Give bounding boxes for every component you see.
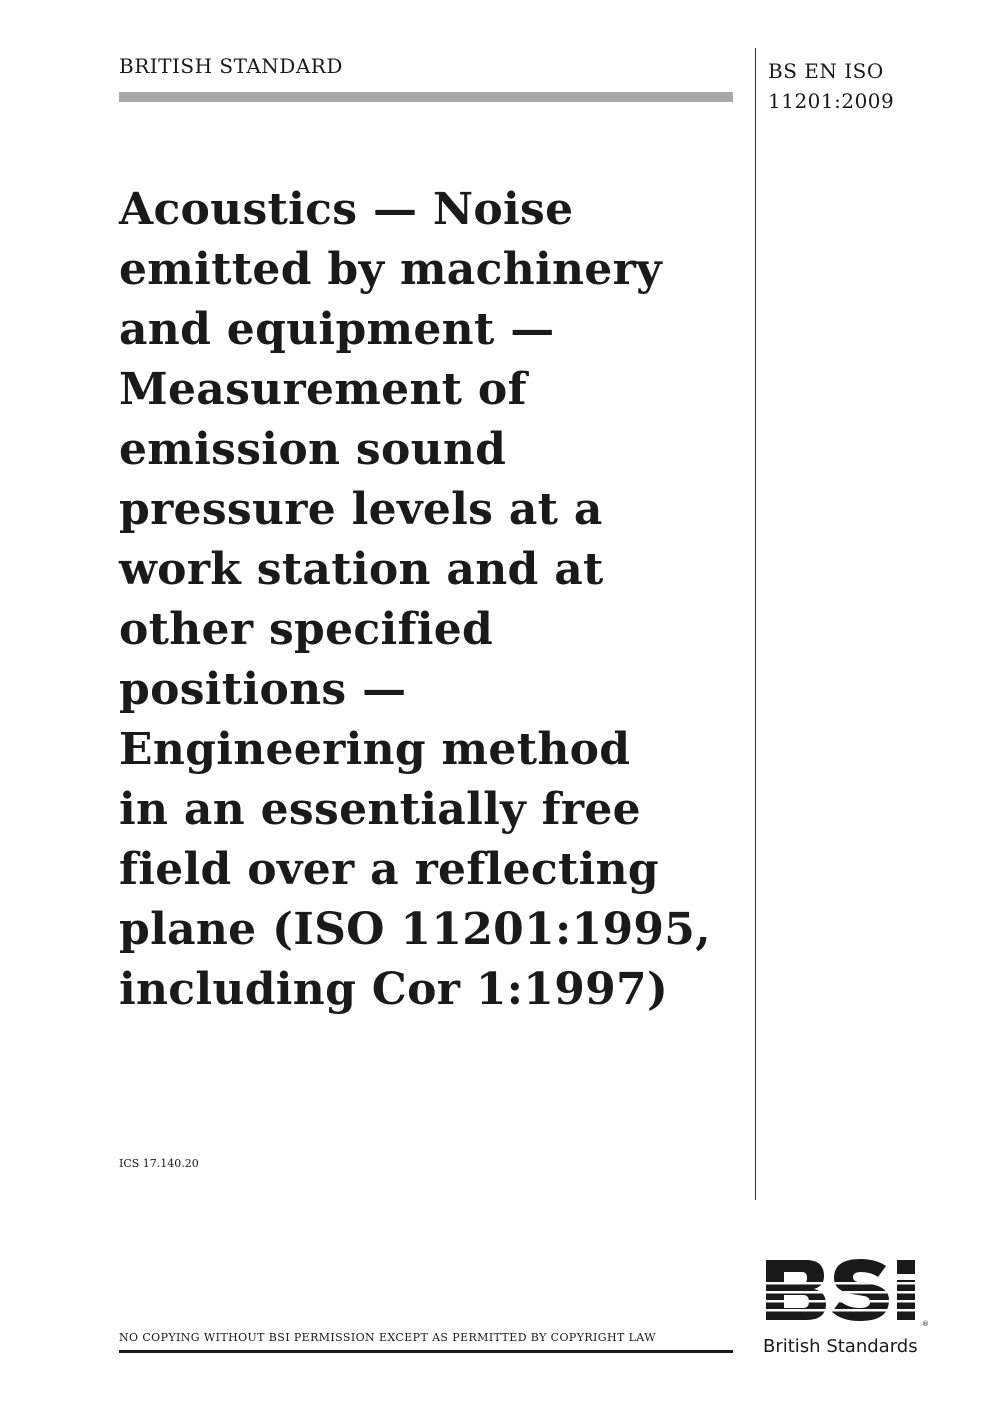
document-type-label: BRITISH STANDARD [119, 54, 343, 78]
standard-code-line2: 11201:2009 [768, 89, 895, 113]
standard-code [768, 56, 894, 116]
title-line: Engineering method [119, 724, 631, 775]
title-line: Measurement of [119, 364, 527, 415]
title-line: emitted by machinery [119, 244, 662, 295]
title-line: plane (ISO 11201:1995, [119, 904, 711, 955]
header-bar [119, 92, 733, 102]
registered-mark: ® [922, 1320, 929, 1328]
title-line: emission sound [119, 424, 507, 475]
document-title [119, 180, 739, 1020]
title-line: pressure levels at a [119, 484, 603, 535]
copyright-notice: NO COPYING WITHOUT BSI PERMISSION EXCEPT AS PERMITTED BY COPYRIGHT LAW [119, 1331, 656, 1344]
vertical-divider [755, 48, 756, 1200]
logo-caption: British Standards [763, 1336, 918, 1357]
title-line: other specified [119, 604, 494, 655]
footer-rule [119, 1350, 733, 1353]
title-line: including Cor 1:1997) [119, 964, 669, 1015]
title-line: in an essentially free [119, 784, 641, 835]
ics-code: ICS 17.140.20 [119, 1157, 199, 1170]
title-line: field over a reflecting [119, 844, 659, 895]
standard-code-line1: BS EN ISO [768, 59, 884, 83]
title-line: positions — [119, 664, 407, 715]
title-line: Acoustics — Noise [119, 184, 574, 235]
title-line: and equipment — [119, 304, 555, 355]
title-line: work station and at [119, 544, 604, 595]
